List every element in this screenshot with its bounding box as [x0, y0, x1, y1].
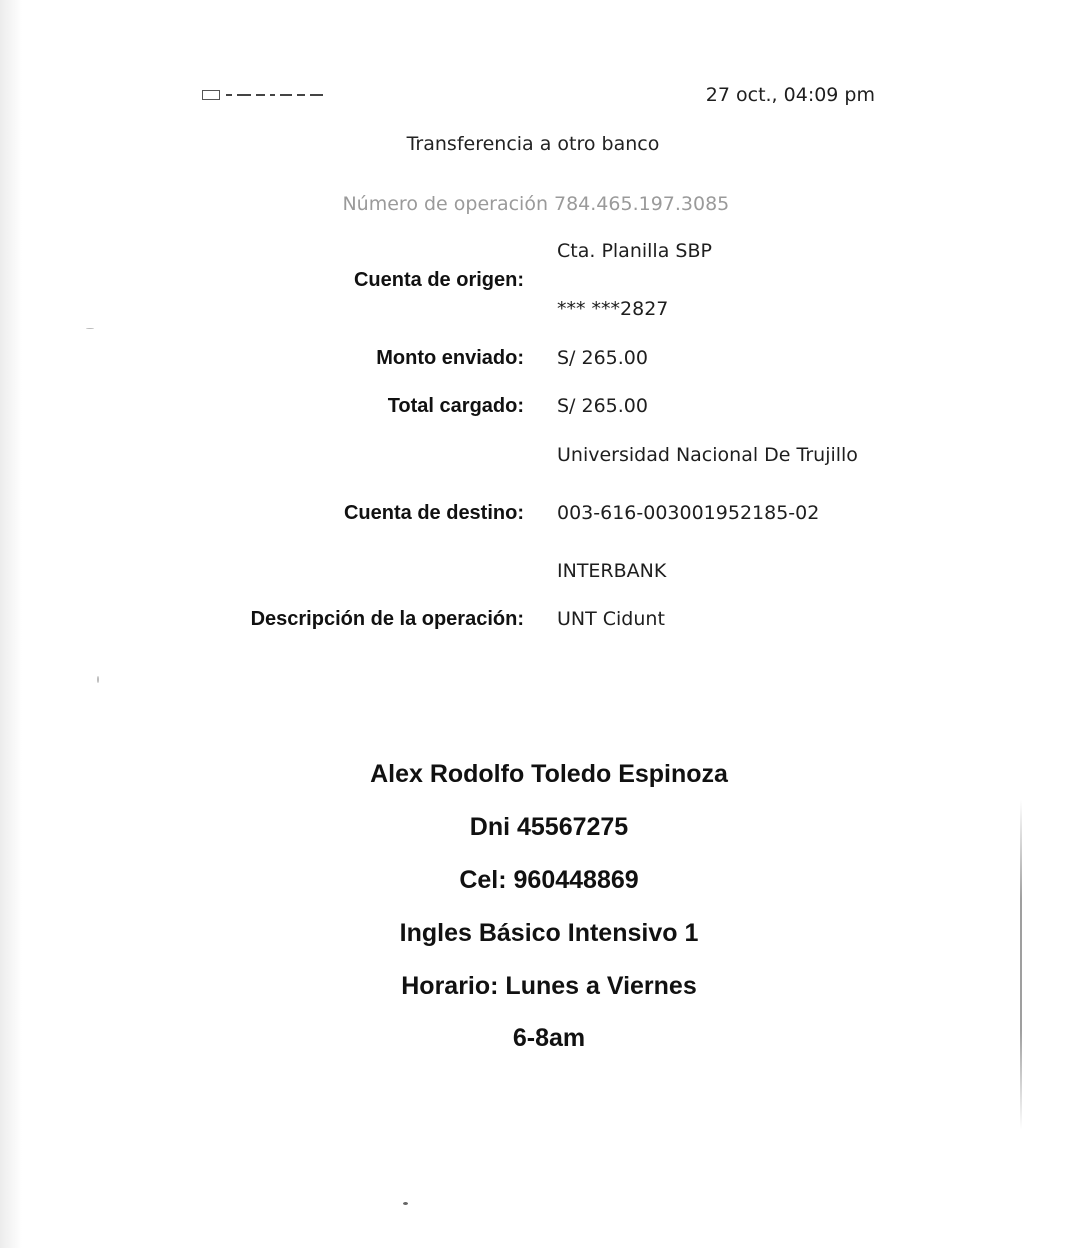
course-schedule-hours: 6-8am — [512, 1024, 586, 1052]
illegible-header-text — [226, 94, 323, 96]
amount-sent-label: Monto enviado: — [376, 347, 524, 369]
destination-account-label: Cuenta de destino: — [343, 502, 524, 524]
scan-edge-shadow — [0, 0, 22, 1248]
total-charged-label: Total cargado: — [387, 395, 524, 417]
scan-speck — [97, 676, 99, 683]
operation-number-value: 784.465.197.3085 — [554, 193, 730, 215]
origin-account-label: Cuenta de origen: — [353, 269, 524, 291]
envelope-icon — [202, 90, 220, 100]
scan-edge-line — [1020, 800, 1022, 1130]
operation-number-label: Número de operación — [342, 193, 548, 215]
student-dni: Dni 45567275 — [469, 813, 629, 841]
origin-account-number: *** ***2827 — [557, 298, 669, 320]
transaction-type-title: Transferencia a otro banco — [406, 133, 660, 155]
header-app-name-blurred — [202, 90, 323, 100]
course-name: Ingles Básico Intensivo 1 — [399, 919, 699, 947]
operation-description-label: Descripción de la operación: — [250, 608, 524, 630]
operation-description-value: UNT Cidunt — [557, 608, 665, 630]
scan-speck — [403, 1202, 408, 1205]
destination-holder: Universidad Nacional De Trujillo — [557, 444, 858, 466]
course-schedule-days: Horario: Lunes a Viernes — [401, 972, 697, 1000]
student-phone: Cel: 960448869 — [459, 866, 639, 894]
origin-account-name: Cta. Planilla SBP — [557, 240, 712, 262]
scan-speck — [86, 328, 94, 329]
amount-sent-value: S/ 265.00 — [557, 347, 648, 369]
destination-bank: INTERBANK — [557, 560, 667, 582]
total-charged-value: S/ 265.00 — [557, 395, 648, 417]
destination-account-number: 003-616-003001952185-02 — [557, 502, 820, 524]
transaction-timestamp: 27 oct., 04:09 pm — [705, 84, 875, 106]
student-name: Alex Rodolfo Toledo Espinoza — [370, 760, 728, 788]
